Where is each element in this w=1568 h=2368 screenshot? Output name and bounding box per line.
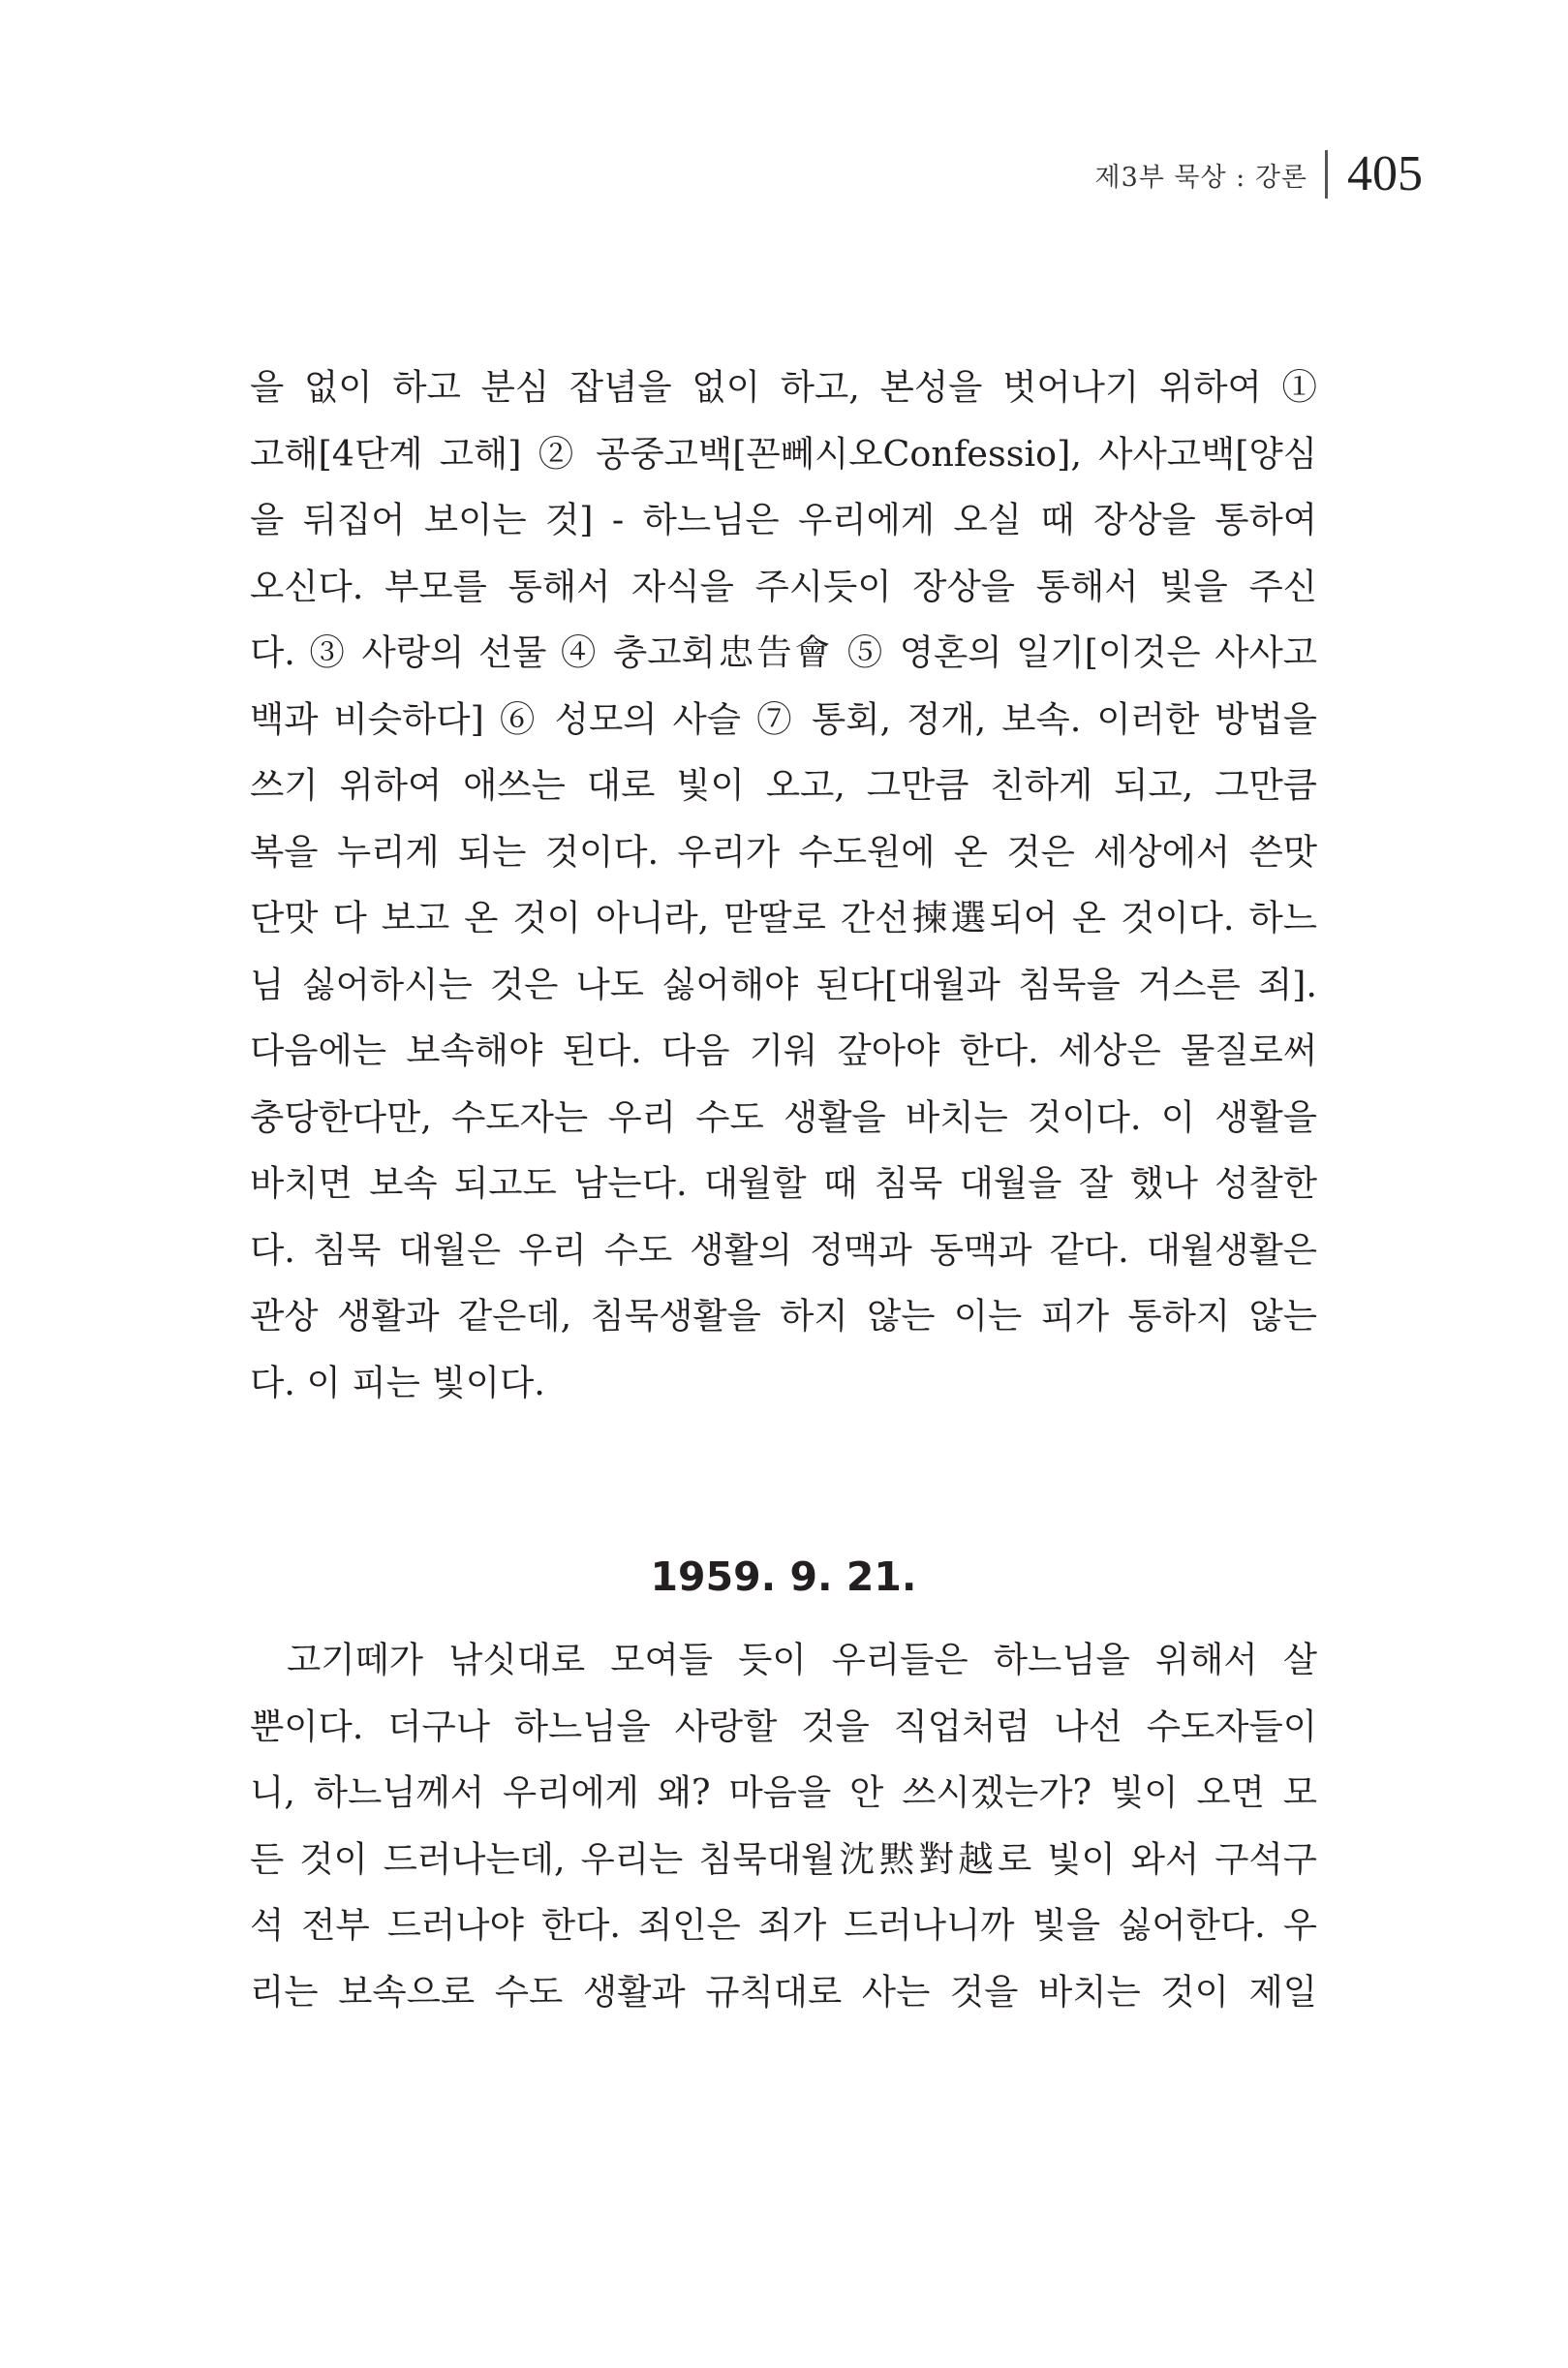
text-line: 뿐이다. 더구나 하느님을 사랑할 것을 직업처럼 나선 수도자들이 [250, 1705, 1317, 1747]
text-line: 석 전부 드러나야 한다. 죄인은 죄가 드러나니까 빛을 싫어한다. 우 [250, 1904, 1317, 1946]
text-line: 백과 비슷하다] ⑥ 성모의 사슬 ⑦ 통회, 정개, 보속. 이러한 방법을 [250, 697, 1317, 740]
text-line: 단맛 다 보고 온 것이 아니라, 맏딸로 간선揀選되어 온 것이다. 하느 [250, 897, 1317, 938]
text-line: 리는 보속으로 수도 생활과 규칙대로 사는 것을 바치는 것이 제일 [250, 1970, 1317, 2013]
text-line: 을 없이 하고 분심 잡념을 없이 하고, 본성을 벗어나기 위하여 ① [250, 366, 1317, 408]
text-line: 다. 침묵 대월은 우리 수도 생활의 정맥과 동맥과 같다. 대월생활은 [250, 1228, 1317, 1271]
text-line: 바치면 보속 되고도 남는다. 대월할 때 침묵 대월을 잘 했나 성찰한 [250, 1162, 1317, 1204]
text-line: 고기떼가 낚싯대로 모여들 듯이 우리들은 하느님을 위해서 살 [287, 1639, 1317, 1680]
section-title: 제3부 묵상 : 강론 [1094, 162, 1307, 193]
entry-date-heading: 1959. 9. 21. [650, 1553, 917, 1600]
page-number: 405 [1347, 146, 1423, 201]
text-line: 관상 생활과 같은데, 침묵생활을 하지 않는 이는 피가 통하지 않는 [250, 1295, 1317, 1337]
text-line: 다음에는 보속해야 된다. 다음 기워 갚아야 한다. 세상은 물질로써 [250, 1030, 1317, 1071]
text-line: 복을 누리게 되는 것이다. 우리가 수도원에 온 것은 세상에서 쓴맛 [250, 830, 1317, 873]
text-line: 다. 이 피는 빛이다. [250, 1361, 545, 1403]
text-line: 쓰기 위하여 애쓰는 대로 빛이 오고, 그만큼 친하게 되고, 그만큼 [250, 764, 1317, 806]
text-line: 오신다. 부모를 통해서 자식을 주시듯이 장상을 통해서 빛을 주신 [250, 565, 1317, 607]
paragraph-continued [250, 354, 1317, 1416]
header-divider [1325, 150, 1328, 199]
text-line: 충당한다만, 수도자는 우리 수도 생활을 바치는 것이다. 이 생활을 [250, 1095, 1317, 1138]
text-line: 니, 하느님께서 우리에게 왜? 마음을 안 쓰시겠는가? 빛이 오면 모 [250, 1771, 1317, 1813]
text-line: 님 싫어하시는 것은 나도 싫어해야 된다[대월과 침묵을 거스른 죄]. [250, 963, 1317, 1005]
text-line: 든 것이 드러나는데, 우리는 침묵대월沈黙對越로 빛이 와서 구석구 [250, 1837, 1317, 1880]
text-line: 을 뒤집어 보이는 것] - 하느님은 우리에게 오실 때 장상을 통하여 [250, 499, 1317, 540]
running-header [1094, 145, 1423, 203]
paragraph-entry [250, 1627, 1317, 2025]
text-line: 고해[4단계 고해] ② 공중고백[꼰뻬시오Confessio], 사사고백[양심 [250, 432, 1317, 475]
text-line: 다. ③ 사랑의 선물 ④ 충고회忠告會 ⑤ 영혼의 일기[이것은 사사고 [250, 631, 1317, 673]
